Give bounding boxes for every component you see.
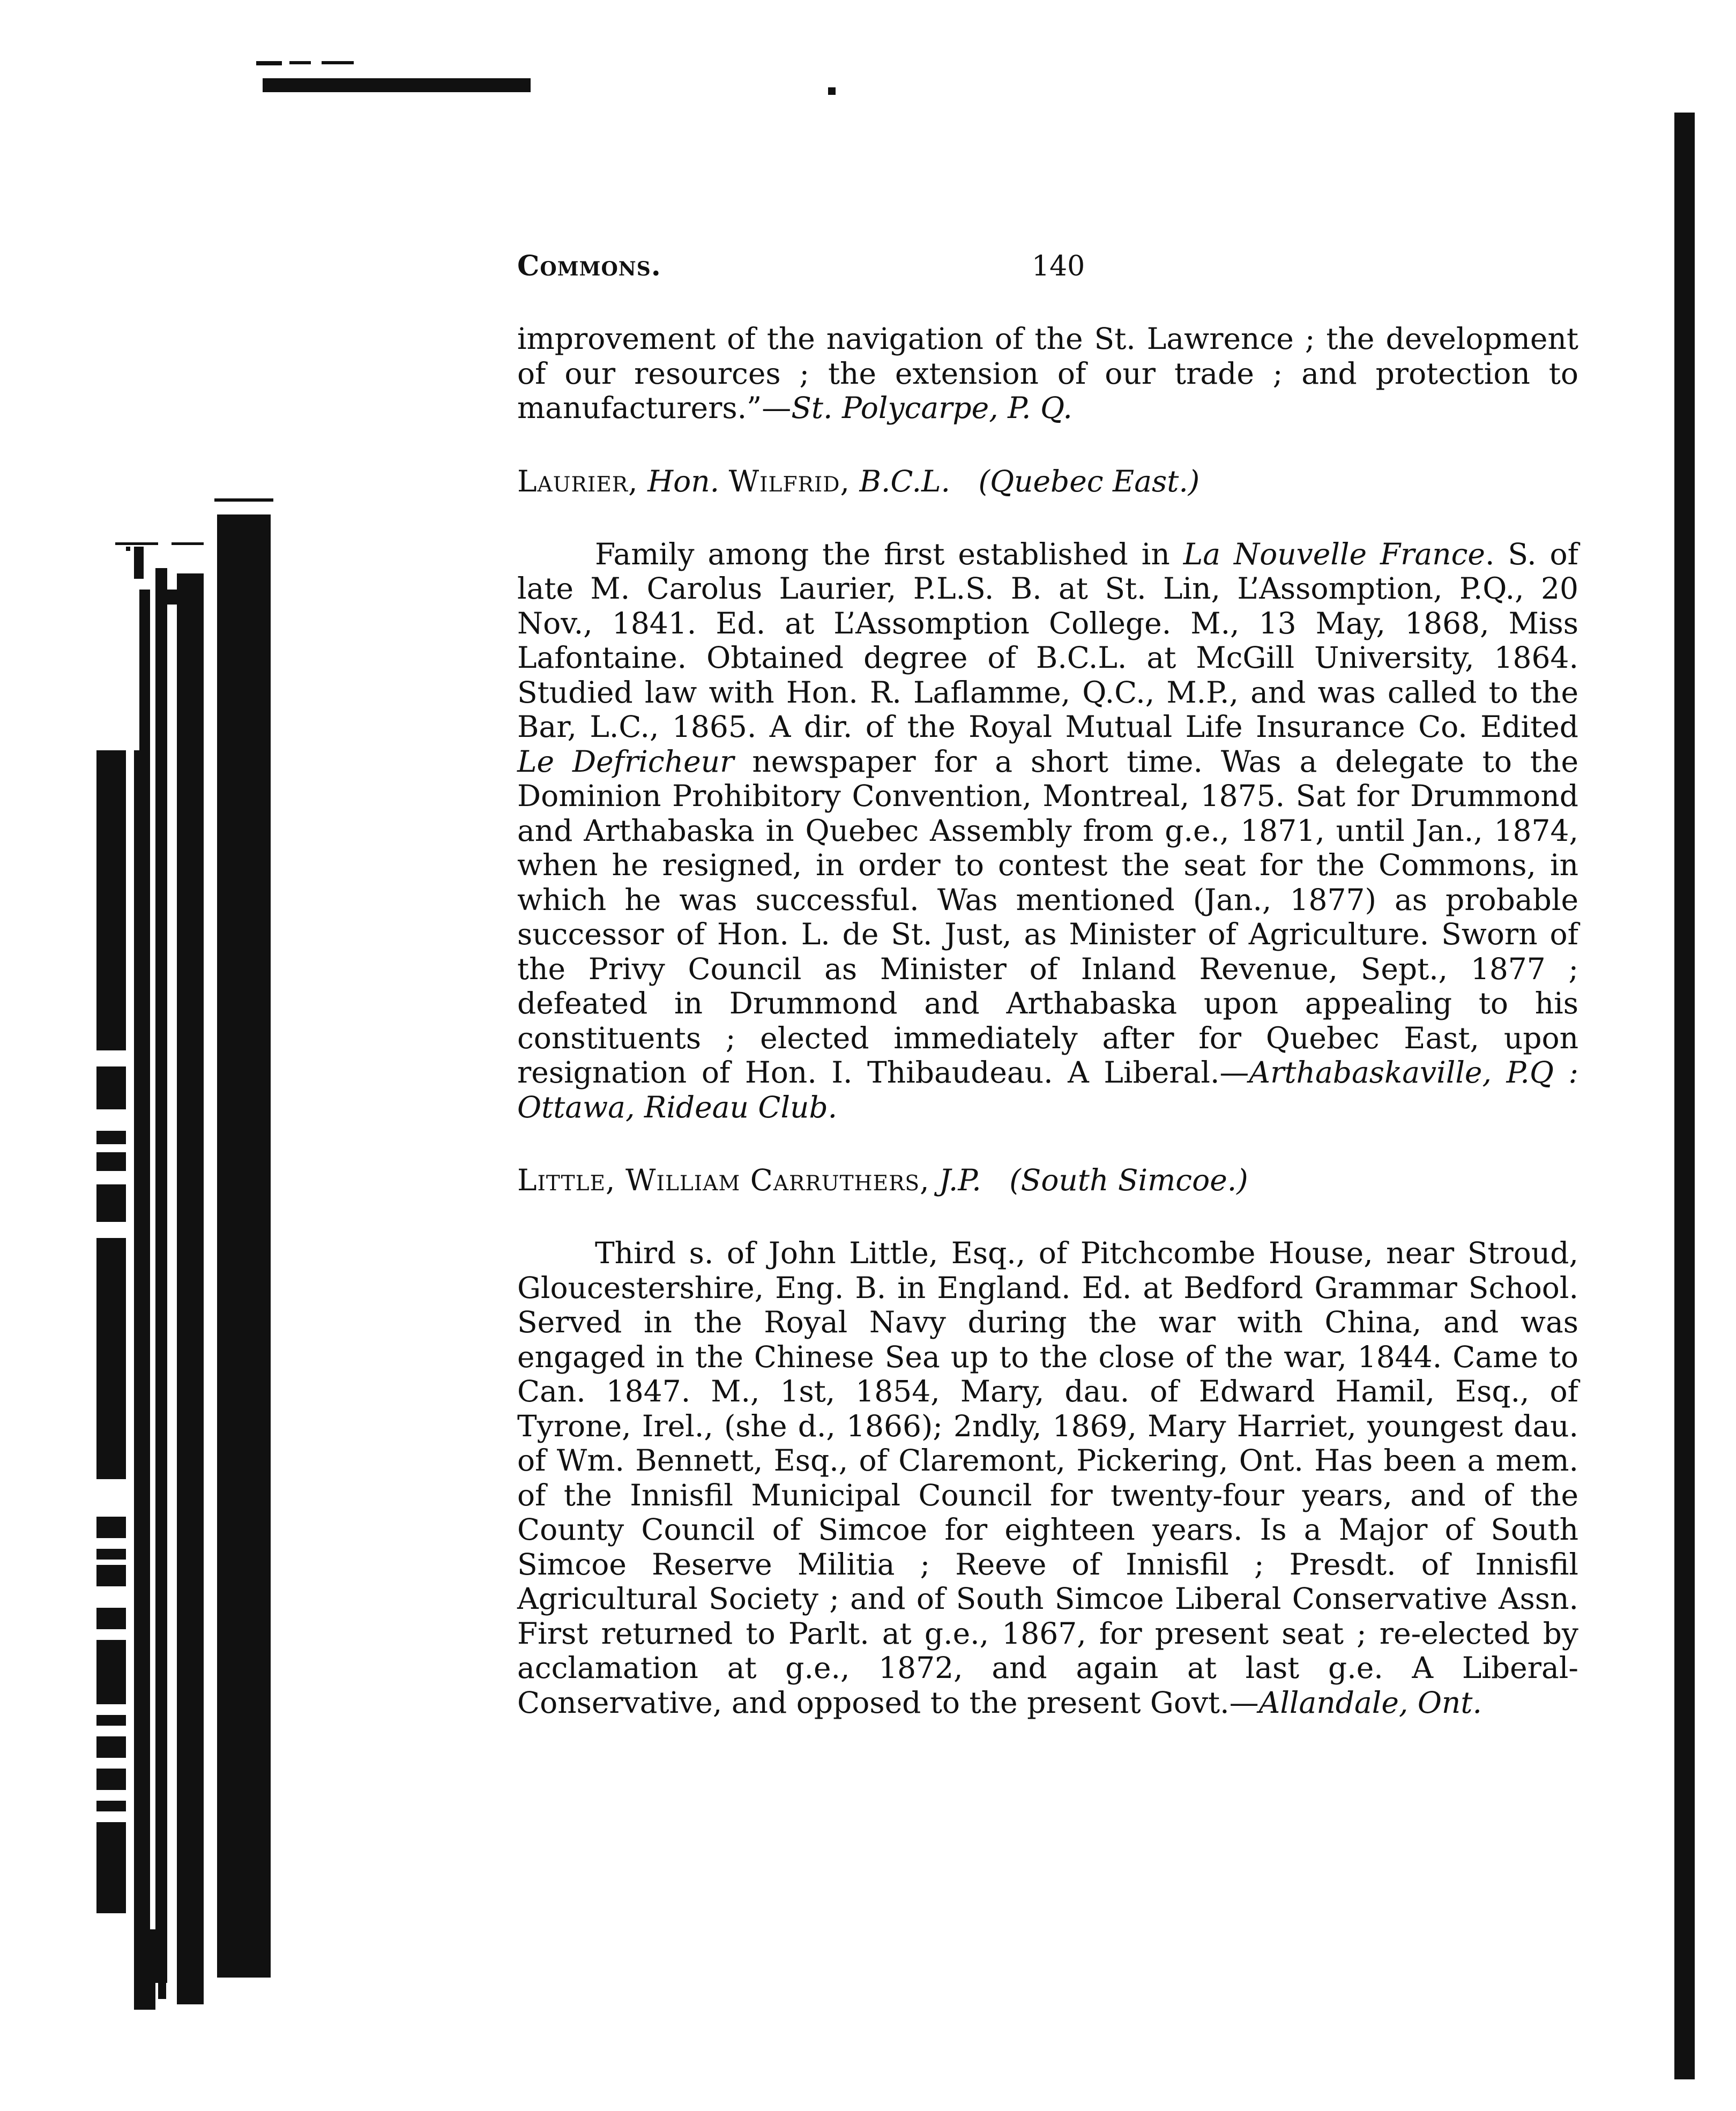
entry-biography-little bbox=[517, 1236, 1578, 1720]
text-body bbox=[517, 322, 1578, 1720]
entry-degree: J.P. bbox=[939, 1163, 981, 1197]
entry-biography-laurier bbox=[517, 537, 1578, 1125]
entry-heading-laurier bbox=[517, 464, 1578, 498]
entry-honorific: Hon. bbox=[647, 464, 720, 498]
running-header bbox=[517, 248, 1578, 285]
bio-part: Allandale, Ont. bbox=[1258, 1685, 1482, 1720]
entry-surname: Little, William Carruthers, bbox=[517, 1163, 930, 1197]
bio-part: . S. of late M. Carolus Laurier, P.L.S. B. at St. Lin, L’Assomption, P.Q., 20 Nov., 1841. Ed. at L’Assomption College. M., 13 May, 1868, Miss Lafontaine. Obtained degree of B.C.L. at McGill University, 1864. Studied law with Hon. R. Laflamme, Q.C., M.P., and was called to the Bar, L.C., 1865. A dir. of the Royal Mutual Life Insurance Co. Edited bbox=[517, 536, 1579, 744]
bio-part: La Nouvelle France bbox=[1183, 536, 1485, 571]
continuation-residence: St. Polycarpe, P. Q. bbox=[791, 391, 1072, 425]
continuation-paragraph bbox=[517, 322, 1578, 426]
entry-heading-little bbox=[517, 1163, 1578, 1197]
page-number: 140 bbox=[1032, 250, 1085, 282]
bio-part: Arthabaskaville, P.Q : Ottawa, Rideau Club. bbox=[517, 1055, 1578, 1124]
bio-part: Le Defricheur bbox=[517, 744, 734, 779]
section-title: Commons. bbox=[517, 250, 661, 282]
bio-part: Third s. of John Little, Esq., of Pitchcombe House, near Stroud, Gloucestershire, Eng. B. in England. Ed. at Bedford Grammar School. Served in the Royal Navy during the war with China, and was engaged in the Chinese Sea up to the close of the war, 1844. Came to Can. 1847. M., 1st, 1854, Mary, dau. of Edward Hamil, Esq., of Tyrone, Irel., (she d., 1866); 2ndly, 1869, Mary Harriet, youngest dau. of Wm. Bennett, Esq., of Claremont, Pickering, Ont. Has been a mem. of the Innisfil Municipal Council for twenty-four years, and of the County Council of Simcoe for eighteen years. Is a Major of South Simcoe Reserve Militia ; Reeve of Innisfil ; Presdt. of Innisfil Agricultural Society ; and of South Simcoe Liberal Conservative Assn. First returned to Parlt. at g.e., 1867, for present seat ; re-elected by acclamation at g.e., 1872, and again at last g.e. A Liberal-Conservative, and opposed to the present Govt.— bbox=[517, 1236, 1578, 1720]
continuation-text: improvement of the navigation of the St. Lawrence ; the development of our resources ; the extension of our trade ; and protection to manufacturers.”— bbox=[517, 322, 1578, 425]
entry-constituency: (South Simcoe.) bbox=[1009, 1163, 1248, 1197]
entry-given-name: Wilfrid, bbox=[728, 464, 851, 498]
entry-surname: Laurier, bbox=[517, 464, 638, 498]
entry-constituency: (Quebec East.) bbox=[978, 464, 1200, 498]
entry-degree: B.C.L. bbox=[859, 464, 951, 498]
bio-part: newspaper for a short time. Was a delegate to the Dominion Prohibitory Convention, Montreal, 1875. Sat for Drummond and Arthabaska in Quebec Assembly from g.e., 1871, until Jan., 1874, when he resigned, in order to contest the seat for the Commons, in which he was successful. Was mentioned (Jan., 1877) as probable successor of Hon. L. de St. Just, as Minister of Agriculture. Sworn of the Privy Council as Minister of Inland Revenue, Sept., 1877 ; defeated in Drummond and Arthabaska upon appealing to his constituents ; elected immediately after for Quebec East, upon resignation of Hon. I. Thibaudeau. A Liberal.— bbox=[517, 744, 1578, 1090]
bio-part: Family among the first established in bbox=[595, 536, 1183, 571]
